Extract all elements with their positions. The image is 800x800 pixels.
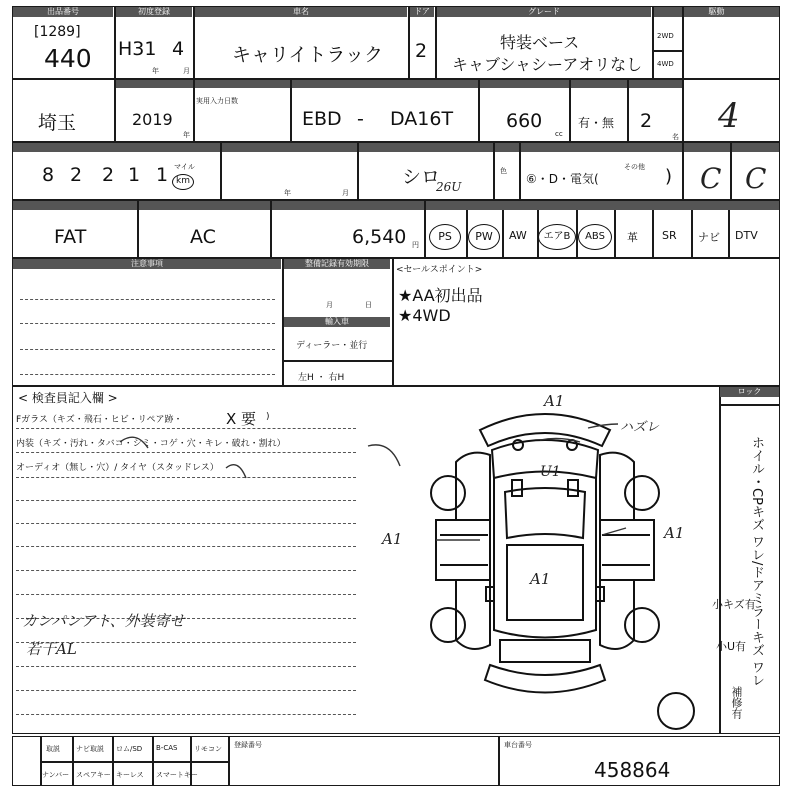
door-header: ドア bbox=[410, 7, 434, 17]
mileage-digit: 2 bbox=[70, 164, 83, 186]
mark-a1-center: A1 bbox=[530, 570, 551, 588]
notes-header: 注意事項 bbox=[13, 259, 281, 269]
recycle-fee: 6,540 bbox=[352, 226, 407, 248]
car-name: キャリイトラック bbox=[232, 44, 384, 66]
footer-number-plate: ナンバー bbox=[42, 771, 70, 779]
ari-nashi: 有・無 bbox=[578, 116, 615, 130]
model-code: DA16T bbox=[390, 108, 454, 130]
seats: 2 bbox=[640, 110, 653, 132]
handwritten-note-2: 若干AL bbox=[26, 640, 77, 658]
footer-manual: 取説 bbox=[46, 745, 60, 753]
color-name: シロ bbox=[402, 166, 441, 188]
glass-close: ) bbox=[266, 412, 270, 422]
footer-bcas: B-CAS bbox=[156, 744, 178, 752]
equip-sr: SR bbox=[662, 229, 677, 242]
first-reg-header: 初度登録 bbox=[116, 7, 192, 17]
mark-u1: U1 bbox=[540, 464, 561, 480]
divider bbox=[152, 736, 154, 786]
sales-point-1: ★AA初出品 bbox=[398, 286, 483, 305]
footer-spare-key: スペアキー bbox=[76, 771, 111, 779]
grade-line2: キャブシャシーアオリなし bbox=[452, 55, 643, 74]
side-repaired: 補修有 bbox=[730, 686, 743, 719]
chassis-number: 458864 bbox=[594, 758, 671, 782]
nen-label: 年 bbox=[284, 189, 291, 197]
reg-number-header: 登録番号 bbox=[234, 741, 262, 749]
period-nichi: 日 bbox=[365, 301, 372, 309]
side-notes: ホイル・CPキズ ワレ/ドアミラーキズ ワレ bbox=[749, 436, 764, 687]
iro-label: 色 bbox=[500, 167, 507, 175]
mark-a1-top: A1 bbox=[544, 392, 565, 410]
glass-line: Fガラス（キズ・飛石・ヒビ・リペア跡・ bbox=[16, 415, 183, 425]
nen-label: 年 bbox=[152, 67, 159, 75]
paint-options: ⑥・D・電気( bbox=[526, 172, 599, 186]
score-hand: 4 bbox=[718, 96, 740, 136]
yen-label: 円 bbox=[412, 241, 419, 249]
equip-ps-circled: PS bbox=[429, 224, 461, 250]
hand-c2: C bbox=[745, 162, 767, 195]
inspector-title: < 検査員記入欄 > bbox=[18, 391, 118, 405]
door-count: 2 bbox=[415, 40, 428, 62]
footer-rom-sd: ロム/SD bbox=[116, 745, 143, 753]
side-small-dent: 小U有 bbox=[716, 640, 747, 653]
glass-x-required: X 要 bbox=[226, 410, 257, 428]
tsuki-label: 月 bbox=[183, 67, 190, 75]
sales-header: <セールスポイント> bbox=[396, 265, 483, 275]
divider bbox=[228, 736, 230, 786]
mileage-digit: 1 bbox=[156, 164, 169, 186]
divider bbox=[498, 736, 500, 786]
lock-header: ロック bbox=[720, 387, 779, 397]
sales-point-2: ★4WD bbox=[398, 306, 451, 325]
model-dash: - bbox=[357, 108, 364, 130]
tsuki-label: 月 bbox=[342, 189, 349, 197]
first-reg-month: 4 bbox=[172, 38, 185, 60]
lot-number: 440 bbox=[44, 44, 92, 73]
sonota-label: その他 bbox=[624, 163, 645, 171]
equip-pw-circled: PW bbox=[468, 224, 500, 250]
usage-note: 実用入力日数 bbox=[196, 97, 238, 105]
divider bbox=[40, 761, 228, 763]
handwritten-note-1: カンパンアト、外装寄せ bbox=[22, 612, 185, 630]
mei-unit: 名 bbox=[672, 133, 679, 141]
equip-aw: AW bbox=[509, 229, 527, 242]
equip-navi: ナビ bbox=[698, 231, 720, 244]
mark-hazure: ハズレ bbox=[620, 420, 660, 435]
color-code: 26U bbox=[436, 180, 462, 194]
interior-line: 内装（キズ・汚れ・タバコ・シミ・コゲ・穴・キレ・破れ・割れ） bbox=[16, 439, 286, 449]
lot-header: 出品番号 bbox=[13, 7, 113, 17]
grade-header: グレード bbox=[437, 7, 651, 17]
paren-close: ) bbox=[665, 166, 673, 187]
footer-smart-key: スマートキー bbox=[156, 771, 198, 779]
mileage-digit: 8 bbox=[42, 164, 55, 186]
drive-header: 駆動 bbox=[654, 7, 779, 17]
shift-type: FAT bbox=[54, 226, 87, 248]
first-reg-era-year: H31 bbox=[118, 38, 157, 60]
footer-remote: リモコン bbox=[194, 745, 222, 753]
aircon: AC bbox=[190, 226, 216, 248]
mileage-digit: 1 bbox=[128, 164, 141, 186]
divider bbox=[72, 736, 74, 786]
divider bbox=[112, 736, 114, 786]
cc-unit: cc bbox=[555, 130, 563, 138]
hand-c1: C bbox=[700, 162, 722, 195]
displacement: 660 bbox=[506, 110, 543, 132]
period-tsuki: 月 bbox=[326, 301, 333, 309]
km-circle: km bbox=[172, 174, 194, 190]
steering-side: 左H ・ 右H bbox=[298, 373, 345, 383]
chassis-header: 車台番号 bbox=[504, 741, 532, 749]
footer-keyless: キーレス bbox=[116, 771, 144, 779]
grade-line1: 特装ベース bbox=[500, 33, 580, 52]
lot-code: [1289] bbox=[34, 24, 81, 40]
dealer-import: ディーラー・並行 bbox=[296, 341, 368, 351]
import-header: 輸入車 bbox=[284, 317, 390, 327]
audio-tire-line: オーディオ（無し・穴）/ タイヤ（スタッドレス） bbox=[16, 463, 219, 473]
equip-dtv: DTV bbox=[735, 229, 758, 242]
equip-abs-circled: ABS bbox=[578, 224, 612, 250]
footer-navi-manual: ナビ取説 bbox=[76, 745, 104, 753]
period-header: 整備記録有効期限 bbox=[284, 259, 390, 269]
drive-2wd: 2WD bbox=[657, 32, 674, 40]
side-small-scratch: 小キズ有 bbox=[712, 598, 756, 611]
equip-leather: 革 bbox=[627, 231, 638, 244]
model-year-nen: 年 bbox=[183, 131, 190, 139]
prefecture: 埼玉 bbox=[38, 112, 77, 134]
model-year: 2019 bbox=[132, 110, 173, 129]
drive-4wd: 4WD bbox=[657, 60, 674, 68]
equip-airbag-circled: エアB bbox=[538, 224, 576, 250]
mile-label: マイル bbox=[174, 163, 195, 171]
car-name-header: 車名 bbox=[195, 7, 407, 17]
mark-a1-right: A1 bbox=[664, 524, 685, 542]
model-prefix: EBD bbox=[302, 108, 342, 130]
mileage-digit: 2 bbox=[102, 164, 115, 186]
mark-a1-left: A1 bbox=[382, 530, 403, 548]
